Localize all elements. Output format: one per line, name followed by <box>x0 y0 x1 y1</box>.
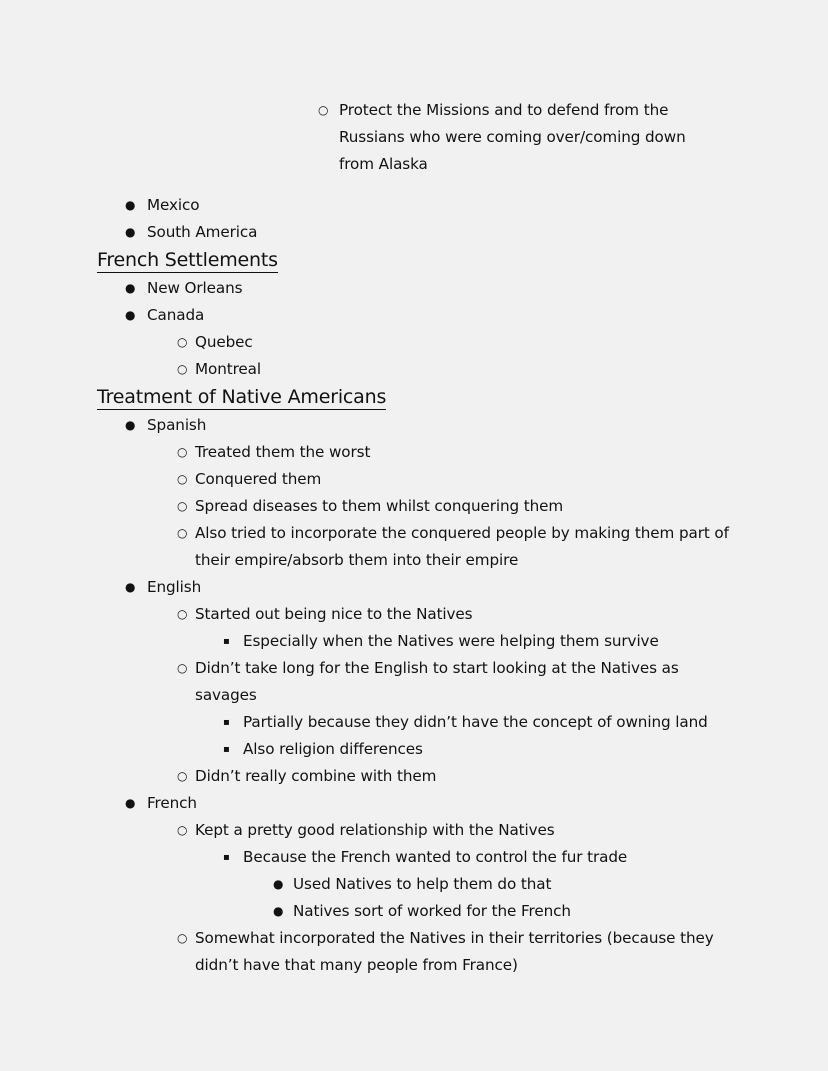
outline-item-text: New Orleans <box>147 279 243 297</box>
outline-item <box>0 817 828 844</box>
bullet-circle-icon: ○ <box>177 445 188 459</box>
bullet-disc-icon: ● <box>125 225 136 239</box>
outline-item <box>0 628 828 655</box>
bullet-disc-icon: ● <box>125 198 136 212</box>
outline-item <box>0 329 828 356</box>
outline-item-text: English <box>147 578 202 596</box>
bullet-circle-icon: ○ <box>177 526 188 540</box>
outline-item-text: Partially because they didn’t have the concept of owning land <box>243 713 708 731</box>
outline-item-text: Spread diseases to them whilst conquering them <box>195 497 564 515</box>
bullet-square-icon: ▪ <box>223 717 230 728</box>
outline-item-text: Montreal <box>195 360 261 378</box>
outline-item-text: Also religion differences <box>243 740 423 758</box>
bullet-disc-icon: ● <box>273 904 284 918</box>
bullet-circle-icon: ○ <box>177 769 188 783</box>
section-heading <box>97 383 828 412</box>
outline-item <box>0 356 828 383</box>
outline-item <box>0 898 828 925</box>
outline-item <box>0 871 828 898</box>
outline-item-text: Protect the Missions and to defend from the Russians who were coming over/coming down from Alaska <box>339 101 686 173</box>
outline-item <box>0 574 828 601</box>
section-heading-text: Treatment of Native Americans <box>97 386 387 408</box>
bullet-disc-icon: ● <box>125 281 136 295</box>
outline-item-text: Kept a pretty good relationship with the Natives <box>195 821 555 839</box>
bullet-disc-icon: ● <box>125 580 136 594</box>
outline-item-text: Canada <box>147 306 205 324</box>
outline-item <box>0 219 828 246</box>
bullet-circle-icon: ○ <box>177 472 188 486</box>
bullet-circle-icon: ○ <box>177 823 188 837</box>
outline-item <box>0 925 828 979</box>
outline-item-text: Somewhat incorporated the Natives in their territories (because they didn’t have that many people from France) <box>195 929 714 974</box>
outline-item <box>0 601 828 628</box>
bullet-circle-icon: ○ <box>177 931 188 945</box>
outline-item-text: Spanish <box>147 416 207 434</box>
bullet-circle-icon: ○ <box>318 103 329 117</box>
outline-item <box>0 736 828 763</box>
bullet-circle-icon: ○ <box>177 362 188 376</box>
bullet-disc-icon: ● <box>273 877 284 891</box>
bullet-square-icon: ▪ <box>223 852 230 863</box>
outline-item-text: Started out being nice to the Natives <box>195 605 473 623</box>
bullet-disc-icon: ● <box>125 418 136 432</box>
bullet-circle-icon: ○ <box>177 661 188 675</box>
outline-item-text: Because the French wanted to control the fur trade <box>243 848 628 866</box>
outline-item-text: Didn’t really combine with them <box>195 767 437 785</box>
outline-item <box>0 655 828 709</box>
bullet-disc-icon: ● <box>125 308 136 322</box>
outline-item <box>0 97 828 178</box>
outline-item-text: French <box>147 794 197 812</box>
section-heading <box>97 246 828 275</box>
outline-item <box>0 412 828 439</box>
outline-item-text: Mexico <box>147 196 200 214</box>
outline-item-text: Treated them the worst <box>195 443 371 461</box>
outline-item-text: Quebec <box>195 333 253 351</box>
outline-item <box>0 520 828 574</box>
section-heading-text: French Settlements <box>97 249 278 271</box>
block-gap <box>0 178 828 192</box>
outline-item <box>0 790 828 817</box>
bullet-circle-icon: ○ <box>177 607 188 621</box>
outline-item-text: Natives sort of worked for the French <box>293 902 571 920</box>
outline-item <box>0 302 828 329</box>
outline-item-text: Conquered them <box>195 470 322 488</box>
outline-item-text: South America <box>147 223 258 241</box>
outline-item <box>0 192 828 219</box>
outline-item <box>0 493 828 520</box>
outline-item-text: Especially when the Natives were helping them survive <box>243 632 659 650</box>
outline-item-text: Also tried to incorporate the conquered people by making them part of their empire/absorb them into their empire <box>195 524 729 569</box>
outline-item <box>0 439 828 466</box>
bullet-square-icon: ▪ <box>223 636 230 647</box>
bullet-square-icon: ▪ <box>223 744 230 755</box>
top-margin-spacer <box>0 0 828 97</box>
bullet-circle-icon: ○ <box>177 335 188 349</box>
outline-item-text: Used Natives to help them do that <box>293 875 552 893</box>
bullet-circle-icon: ○ <box>177 499 188 513</box>
outline-item <box>0 275 828 302</box>
bullet-disc-icon: ● <box>125 796 136 810</box>
outline-item <box>0 763 828 790</box>
outline-item <box>0 466 828 493</box>
outline-item <box>0 709 828 736</box>
outline-item <box>0 844 828 871</box>
outline-item-text: Didn’t take long for the English to start looking at the Natives as savages <box>195 659 679 704</box>
